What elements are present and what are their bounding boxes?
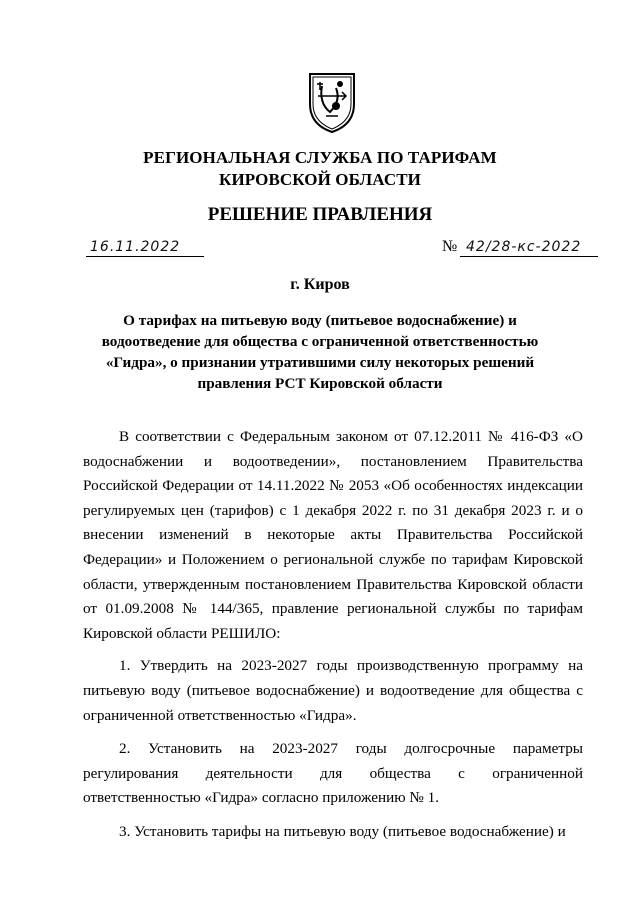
- kirov-coat-of-arms-icon: [306, 70, 358, 134]
- decision-item-3: 3. Установить тарифы на питьевую воду (питьевое водоснабжение) и: [119, 822, 566, 840]
- document-body: [83, 425, 583, 854]
- organization-name-line2: КИРОВСКОЙ ОБЛАСТИ: [219, 170, 421, 189]
- document-date: 16.11.2022: [86, 238, 204, 257]
- decision-item-1: 1. Утвердить на 2023-2027 годы производственную программу на питьевую воду (питьевое водоснабжение) и водоотведение для общества с ограниченной ответственностью «Гидра».: [83, 657, 583, 724]
- preamble-paragraph: В соответствии с Федеральным законом от 07.12.2011 № 416-ФЗ «О водоснабжении и водоотведении», постановлением Правительства Российской Федерации от 14.11.2022 № 2053 «Об особенностях индексации регулируемых цен (тарифов) с 1 декабря 2022 г. по 31 декабря 2023 г. и о внесении изменений в некоторые акты Правительства Российской Федерации» и Положением о региональной службе по тарифам Кировской области, утвержденным постановлением Правительства Кировской области от 01.09.2008 № 144/365, правление региональной службы по тарифам Кировской области РЕШИЛО:: [83, 428, 583, 642]
- organization-name-line1: РЕГИОНАЛЬНАЯ СЛУЖБА ПО ТАРИФАМ: [143, 148, 497, 167]
- document-subject: О тарифах на питьевую воду (питьевое водоснабжение) и водоотведение для общества с ограниченной ответственностью «Гидра», о признании утратившими силу некоторых решений правления РСТ Кировской области: [101, 312, 539, 392]
- city: г. Киров: [290, 276, 350, 293]
- document-number-label: №: [442, 238, 458, 255]
- document-number: 42/28-кс-2022: [460, 238, 598, 257]
- document-type-title: РЕШЕНИЕ ПРАВЛЕНИЯ: [207, 204, 433, 225]
- decision-item-2: 2. Установить на 2023-2027 годы долгосрочные параметры регулирования деятельности для общества с ограниченной ответственностью «Гидра» согласно приложению № 1.: [83, 740, 583, 807]
